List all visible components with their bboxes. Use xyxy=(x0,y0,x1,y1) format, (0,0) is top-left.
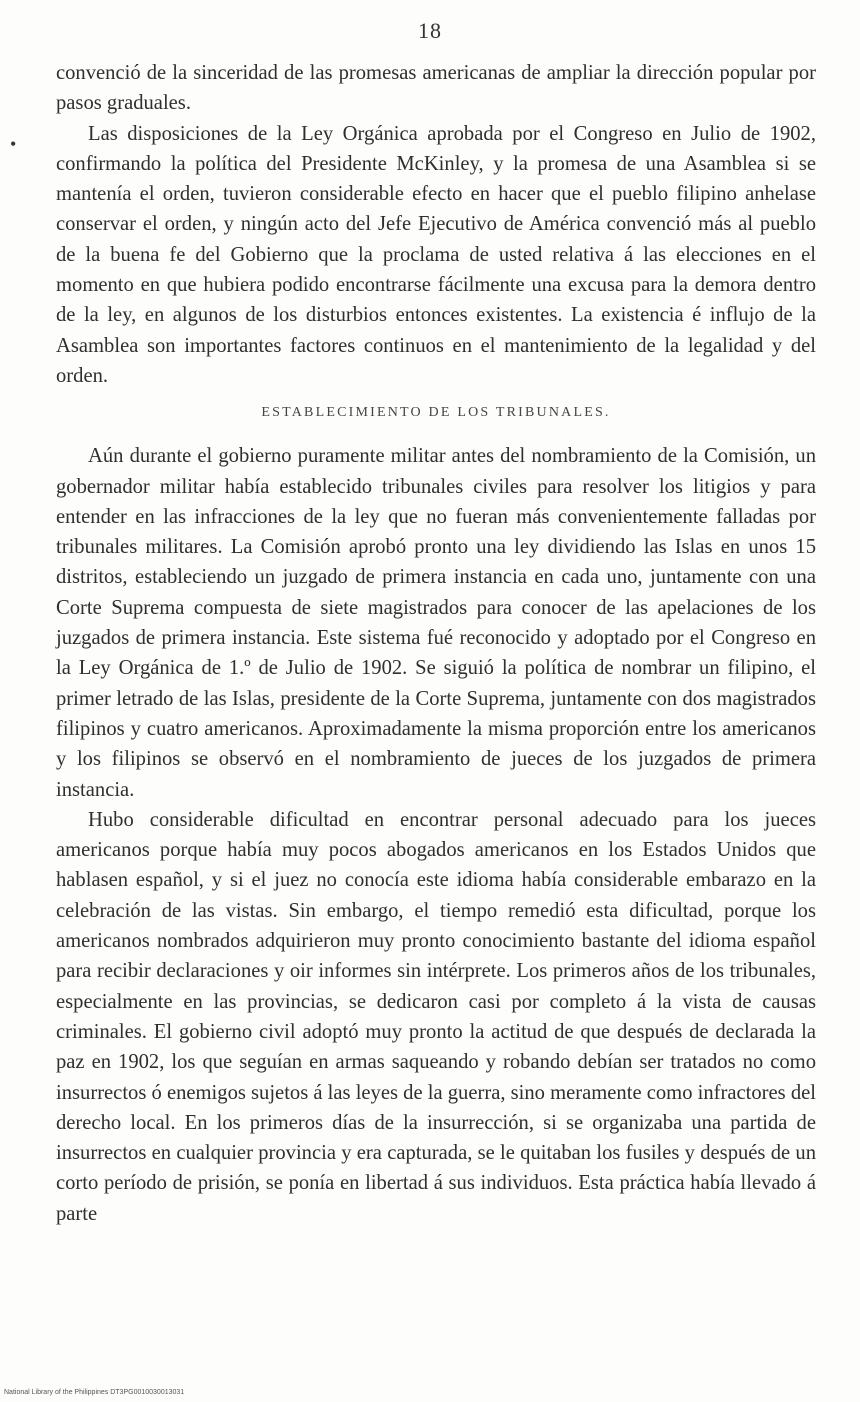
section-heading: ESTABLECIMIENTO DE LOS TRIBUNALES. xyxy=(261,405,611,421)
paragraph-3: Aún durante el gobierno puramente militar antes del nombramiento de la Comisión, un gobernador militar había establecido tribunales civiles para resolver los litigios y para entender en las infracciones de la ley que no fueran más convenientemente falladas por tribunales militares. La Comisión aprobó pronto una ley dividiendo las Islas en unos 15 distritos, estableciendo un juzgado de primera instancia en cada uno, juntamente con una Corte Suprema compuesta de siete magistrados para conocer de las apelaciones de los juzgados de primera instancia. Este sistema fué reconocido y adoptado por el Congreso en la Ley Orgánica de 1.º de Julio de 1902. Se siguió la política de nombrar un filipino, el primer letrado de las Islas, presidente de la Corte Suprema, juntamente con dos magistrados filipinos y cuatro americanos. Aproximadamente la misma proporción entre los americanos y los filipinos se observó en el nombramiento de jueces de los juzgados de primera instancia. xyxy=(56,445,816,801)
body-text xyxy=(56,58,816,1229)
paragraph-4: Hubo considerable dificultad en encontrar personal adecuado para los jueces americanos porque había muy pocos abogados americanos en los Estados Unidos que hablasen español, y si el juez no conocía este idioma había considerable embarazo en la celebración de las vistas. Sin embargo, el tiempo remedió esta dificultad, porque los americanos nombrados adquirieron muy pronto conocimiento bastante del idioma español para recibir declaraciones y oir informes sin intérprete. Los primeros años de los tribunales, especialmente en las provincias, se dedicaron casi por completo á la vista de causas criminales. El gobierno civil adoptó muy pronto la actitud de que después de declarada la paz en 1902, los que seguían en armas saqueando y robando debían ser tratados no como insurrectos ó enemigos sujetos á las leyes de la guerra, sino meramente como infractores del derecho local. En los primeros días de la insurrección, si se organizaba una partida de insurrectos en cualquier provincia y era capturada, se le quitaban los fusiles y después de un corto período de prisión, se ponía en libertad á sus individuos. Esta práctica había llevado á parte xyxy=(56,808,816,1225)
library-footer: National Library of the Philippines DT3PG0010030013031 xyxy=(4,1389,185,1396)
margin-bullet-mark: • xyxy=(10,134,17,154)
page-number: 18 xyxy=(418,18,442,43)
paragraph-2: Las disposiciones de la Ley Orgánica aprobada por el Congreso en Julio de 1902, confirmando la política del Presidente McKinley, y la promesa de una Asamblea si se mantenía el orden, tuvieron considerable efecto en hacer que el pueblo filipino anhelase conservar el orden, y ningún acto del Jefe Ejecutivo de América convenció más al pueblo de la buena fe del Gobierno que la proclama de usted relativa á las elecciones en el momento en que hubiera podido encontrarse fácilmente una excusa para la demora dentro de la ley, en algunos de los disturbios entonces existentes. La existencia é influjo de la Asamblea son importantes factores continuos en el mantenimiento de la legalidad y del orden. xyxy=(56,122,816,387)
paragraph-1: convenció de la sinceridad de las promesas americanas de ampliar la dirección popular por pasos graduales. xyxy=(56,62,816,115)
